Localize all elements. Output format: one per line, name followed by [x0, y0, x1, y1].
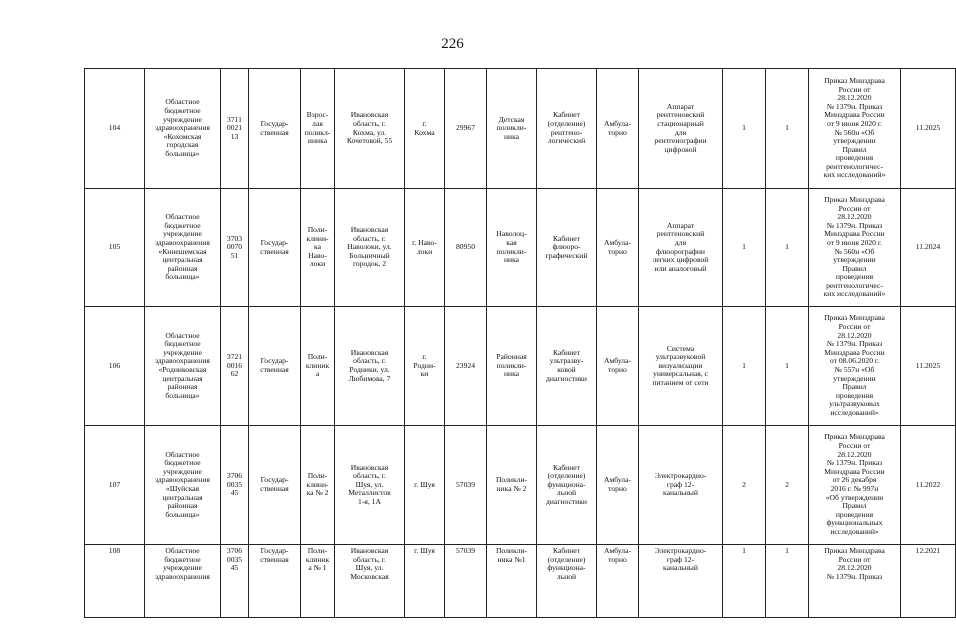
quantity-cell: 1: [766, 545, 809, 618]
table-row: [85, 426, 956, 545]
equipment-cell: Система ультразвуковой визуализации универсальная, с питанием от сети: [639, 307, 723, 426]
facility-cell: Детская поликли- ника: [487, 69, 537, 189]
room-cell: Кабинет (отделение) функциона- льной диагностики: [537, 426, 597, 545]
equipment-cell: Аппарат рентгеновский стационарный для рентгенографии цифровой: [639, 69, 723, 189]
code-cell: 3706 0035 45: [221, 545, 249, 618]
table-row: [85, 189, 956, 307]
equipment-cell: Аппарат рентгеновский для флюорографии легких цифровой или аналоговый: [639, 189, 723, 307]
city-cell: г. Наво- локи: [405, 189, 445, 307]
order-cell: Приказ Минздрава России от 28.12.2020 № 1379н. Приказ Минздрава России от 9 июня 2020 г. № 560н «Об утверждении Правил проведения рентгенологичес- ких исследований»: [809, 69, 901, 189]
order-cell: Приказ Минздрава России от 28.12.2020 № 1379н. Приказ Минздрава России от 9 июня 2020 г. № 560н «Об утверждении Правил проведения рентгенологичес- ких исследований»: [809, 189, 901, 307]
code-cell: 3703 0070 51: [221, 189, 249, 307]
unit-cell: Поли- клиник а: [301, 307, 335, 426]
order-cell: Приказ Минздрава России от 28.12.2020 № 1379н. Приказ Минздрава России от 08.06.2020 г. № 557н «Об утверждении Правил проведения ультразвуковых исследований»: [809, 307, 901, 426]
unit-cell: Поли- клиник а № 1: [301, 545, 335, 618]
oktmo-cell: 57039: [445, 545, 487, 618]
date-cell: 11.2022: [901, 426, 956, 545]
room-cell: Кабинет ультразву- ковой диагностики: [537, 307, 597, 426]
oktmo-cell: 23924: [445, 307, 487, 426]
quantity-cell: 1: [723, 307, 766, 426]
oktmo-cell: 29967: [445, 69, 487, 189]
row-number: 108: [85, 545, 145, 618]
room-cell: Кабинет (отделение) функциона- льной: [537, 545, 597, 618]
address-cell: Ивановская область, г. Шуя, ул. Московская: [335, 545, 405, 618]
address-cell: Ивановская область, г. Родники, ул. Любимова, 7: [335, 307, 405, 426]
city-cell: г. Шуя: [405, 545, 445, 618]
ownership-cell: Государ- ственная: [249, 545, 301, 618]
care-type-cell: Амбула- торно: [597, 189, 639, 307]
room-cell: Кабинет (отделение) рентгено- логический: [537, 69, 597, 189]
quantity-cell: 1: [723, 189, 766, 307]
quantity-cell: 1: [766, 307, 809, 426]
row-number: 107: [85, 426, 145, 545]
unit-cell: Взрос- лая поликл- иника: [301, 69, 335, 189]
ownership-cell: Государ- ственная: [249, 69, 301, 189]
quantity-cell: 1: [723, 545, 766, 618]
row-number: 104: [85, 69, 145, 189]
quantity-cell: 1: [766, 69, 809, 189]
city-cell: г. Родни- ки: [405, 307, 445, 426]
ownership-cell: Государ- ственная: [249, 307, 301, 426]
date-cell: 12.2021: [901, 545, 956, 618]
equipment-cell: Электрокардио- граф 12- канальный: [639, 426, 723, 545]
organization-cell: Областное бюджетное учреждение здравоохранения «Родниковская центральная районная больница»: [145, 307, 221, 426]
quantity-cell: 2: [766, 426, 809, 545]
order-cell: Приказ Минздрава России от 28.12.2020 № 1379н. Приказ Минздрава России от 26 декабря 2016 г. № 997н «Об утверждении Правил проведения функциональных исследований»: [809, 426, 901, 545]
organization-cell: Областное бюджетное учреждение здравоохранения: [145, 545, 221, 618]
care-type-cell: Амбула- торно: [597, 307, 639, 426]
order-cell: Приказ Минздрава России от 28.12.2020 № 1379н. Приказ: [809, 545, 901, 618]
table-row: [85, 307, 956, 426]
unit-cell: Поли- клини- ка № 2: [301, 426, 335, 545]
city-cell: г. Кохма: [405, 69, 445, 189]
page-number: 226: [441, 36, 464, 52]
facility-cell: Поликли- ника №1: [487, 545, 537, 618]
address-cell: Ивановская область, г. Кохма, ул. Кочетовой, 55: [335, 69, 405, 189]
facility-cell: Районная поликли- ника: [487, 307, 537, 426]
ownership-cell: Государ- ственная: [249, 189, 301, 307]
quantity-cell: 1: [766, 189, 809, 307]
date-cell: 11.2025: [901, 307, 956, 426]
code-cell: 3706 0035 45: [221, 426, 249, 545]
facility-cell: Поликли- ника № 2: [487, 426, 537, 545]
city-cell: г. Шуя: [405, 426, 445, 545]
date-cell: 11.2024: [901, 189, 956, 307]
code-cell: 3711 0021 13: [221, 69, 249, 189]
date-cell: 11.2025: [901, 69, 956, 189]
room-cell: Кабинет флюоро- графический: [537, 189, 597, 307]
row-number: 105: [85, 189, 145, 307]
organization-cell: Областное бюджетное учреждение здравоохранения «Кохомская городская больница»: [145, 69, 221, 189]
unit-cell: Поли- клини- ка Наво- локи: [301, 189, 335, 307]
care-type-cell: Амбула- торно: [597, 545, 639, 618]
ownership-cell: Государ- ственная: [249, 426, 301, 545]
quantity-cell: 1: [723, 69, 766, 189]
facility-cell: Наволоц- кая поликли- ника: [487, 189, 537, 307]
address-cell: Ивановская область, г. Шуя, ул. Металлистов 1-я, 1А: [335, 426, 405, 545]
table-row: [85, 69, 956, 189]
row-number: 106: [85, 307, 145, 426]
equipment-registry-table: [84, 68, 956, 618]
care-type-cell: Амбула- торно: [597, 69, 639, 189]
table-row: [85, 545, 956, 618]
address-cell: Ивановская область, г. Наволоки, ул. Больничный городок, 2: [335, 189, 405, 307]
code-cell: 3721 0016 62: [221, 307, 249, 426]
organization-cell: Областное бюджетное учреждение здравоохранения «Шуйская центральная районная больница»: [145, 426, 221, 545]
equipment-cell: Электрокардио- граф 12- канальный: [639, 545, 723, 618]
care-type-cell: Амбула- торно: [597, 426, 639, 545]
oktmo-cell: 57039: [445, 426, 487, 545]
quantity-cell: 2: [723, 426, 766, 545]
organization-cell: Областное бюджетное учреждение здравоохранения «Кинешемская центральная районная больница»: [145, 189, 221, 307]
oktmo-cell: 80950: [445, 189, 487, 307]
